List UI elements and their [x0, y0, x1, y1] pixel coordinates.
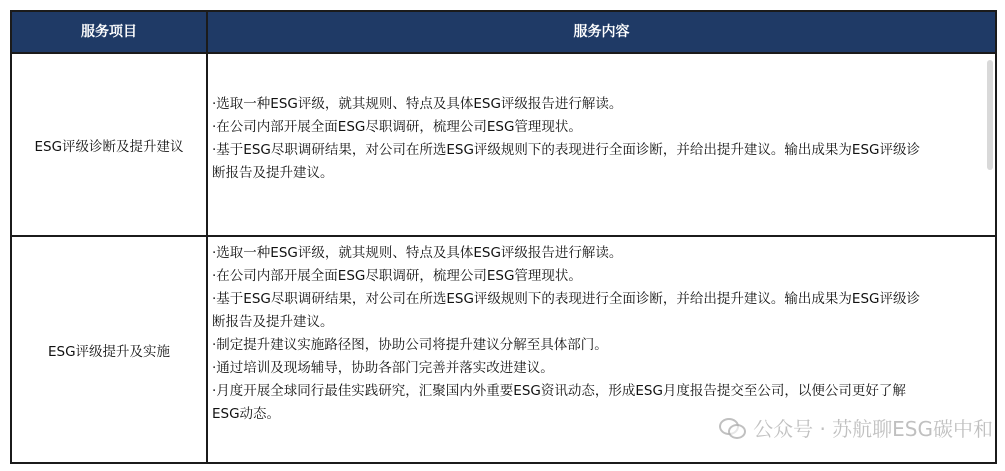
- row-2-line-4: 断报告及提升建议。: [212, 314, 334, 330]
- wechat-icon: [719, 416, 745, 438]
- row-1-line-3: ·基于ESG尽职调研结果，对公司在所选ESG评级规则下的表现进行全面诊断，并给出提升建议。输出成果为ESG评级诊: [212, 142, 920, 158]
- row-1-item-label: ESG评级诊断及提升建议: [34, 138, 184, 155]
- row-1-item: [12, 54, 206, 235]
- row-2-line-1: ·选取一种ESG评级，就其规则、特点及具体ESG评级报告进行解读。: [212, 245, 623, 261]
- service-table: [10, 10, 997, 464]
- watermark-text: 公众号 · 苏航聊ESG碳中和: [753, 416, 993, 441]
- watermark: [719, 414, 993, 440]
- header-service-content: 服务内容: [573, 24, 630, 40]
- row-2-line-5: ·制定提升建议实施路径图，协助公司将提升建议分解至具体部门。: [212, 337, 608, 353]
- scrollbar[interactable]: [987, 60, 993, 170]
- row-2-line-3: ·基于ESG尽职调研结果，对公司在所选ESG评级规则下的表现进行全面诊断，并给出提升建议。输出成果为ESG评级诊: [212, 291, 920, 307]
- row-1-line-1: ·选取一种ESG评级，就其规则、特点及具体ESG评级报告进行解读。: [212, 96, 623, 112]
- row-1-content: [212, 93, 987, 185]
- row-2-line-2: ·在公司内部开展全面ESG尽职调研，梳理公司ESG管理现状。: [212, 268, 582, 284]
- row-2-line-6: ·通过培训及现场辅导，协助各部门完善并落实改进建议。: [212, 360, 554, 376]
- row-2-item-label: ESG评级提升及实施: [47, 343, 171, 360]
- column-divider: [206, 12, 208, 462]
- row-2-content: [212, 242, 987, 426]
- row-2-line-7: ·月度开展全球同行最佳实践研究，汇聚国内外重要ESG资讯动态，形成ESG月度报告提交至公司，以便公司更好了解: [212, 383, 906, 399]
- row-2-item: [12, 237, 206, 462]
- header-service-item: 服务项目: [81, 24, 137, 40]
- row-1-line-4: 断报告及提升建议。: [212, 165, 334, 181]
- table-header: [12, 12, 995, 52]
- row-2-line-8: ESG动态。: [212, 406, 281, 422]
- row-1-line-2: ·在公司内部开展全面ESG尽职调研，梳理公司ESG管理现状。: [212, 119, 582, 135]
